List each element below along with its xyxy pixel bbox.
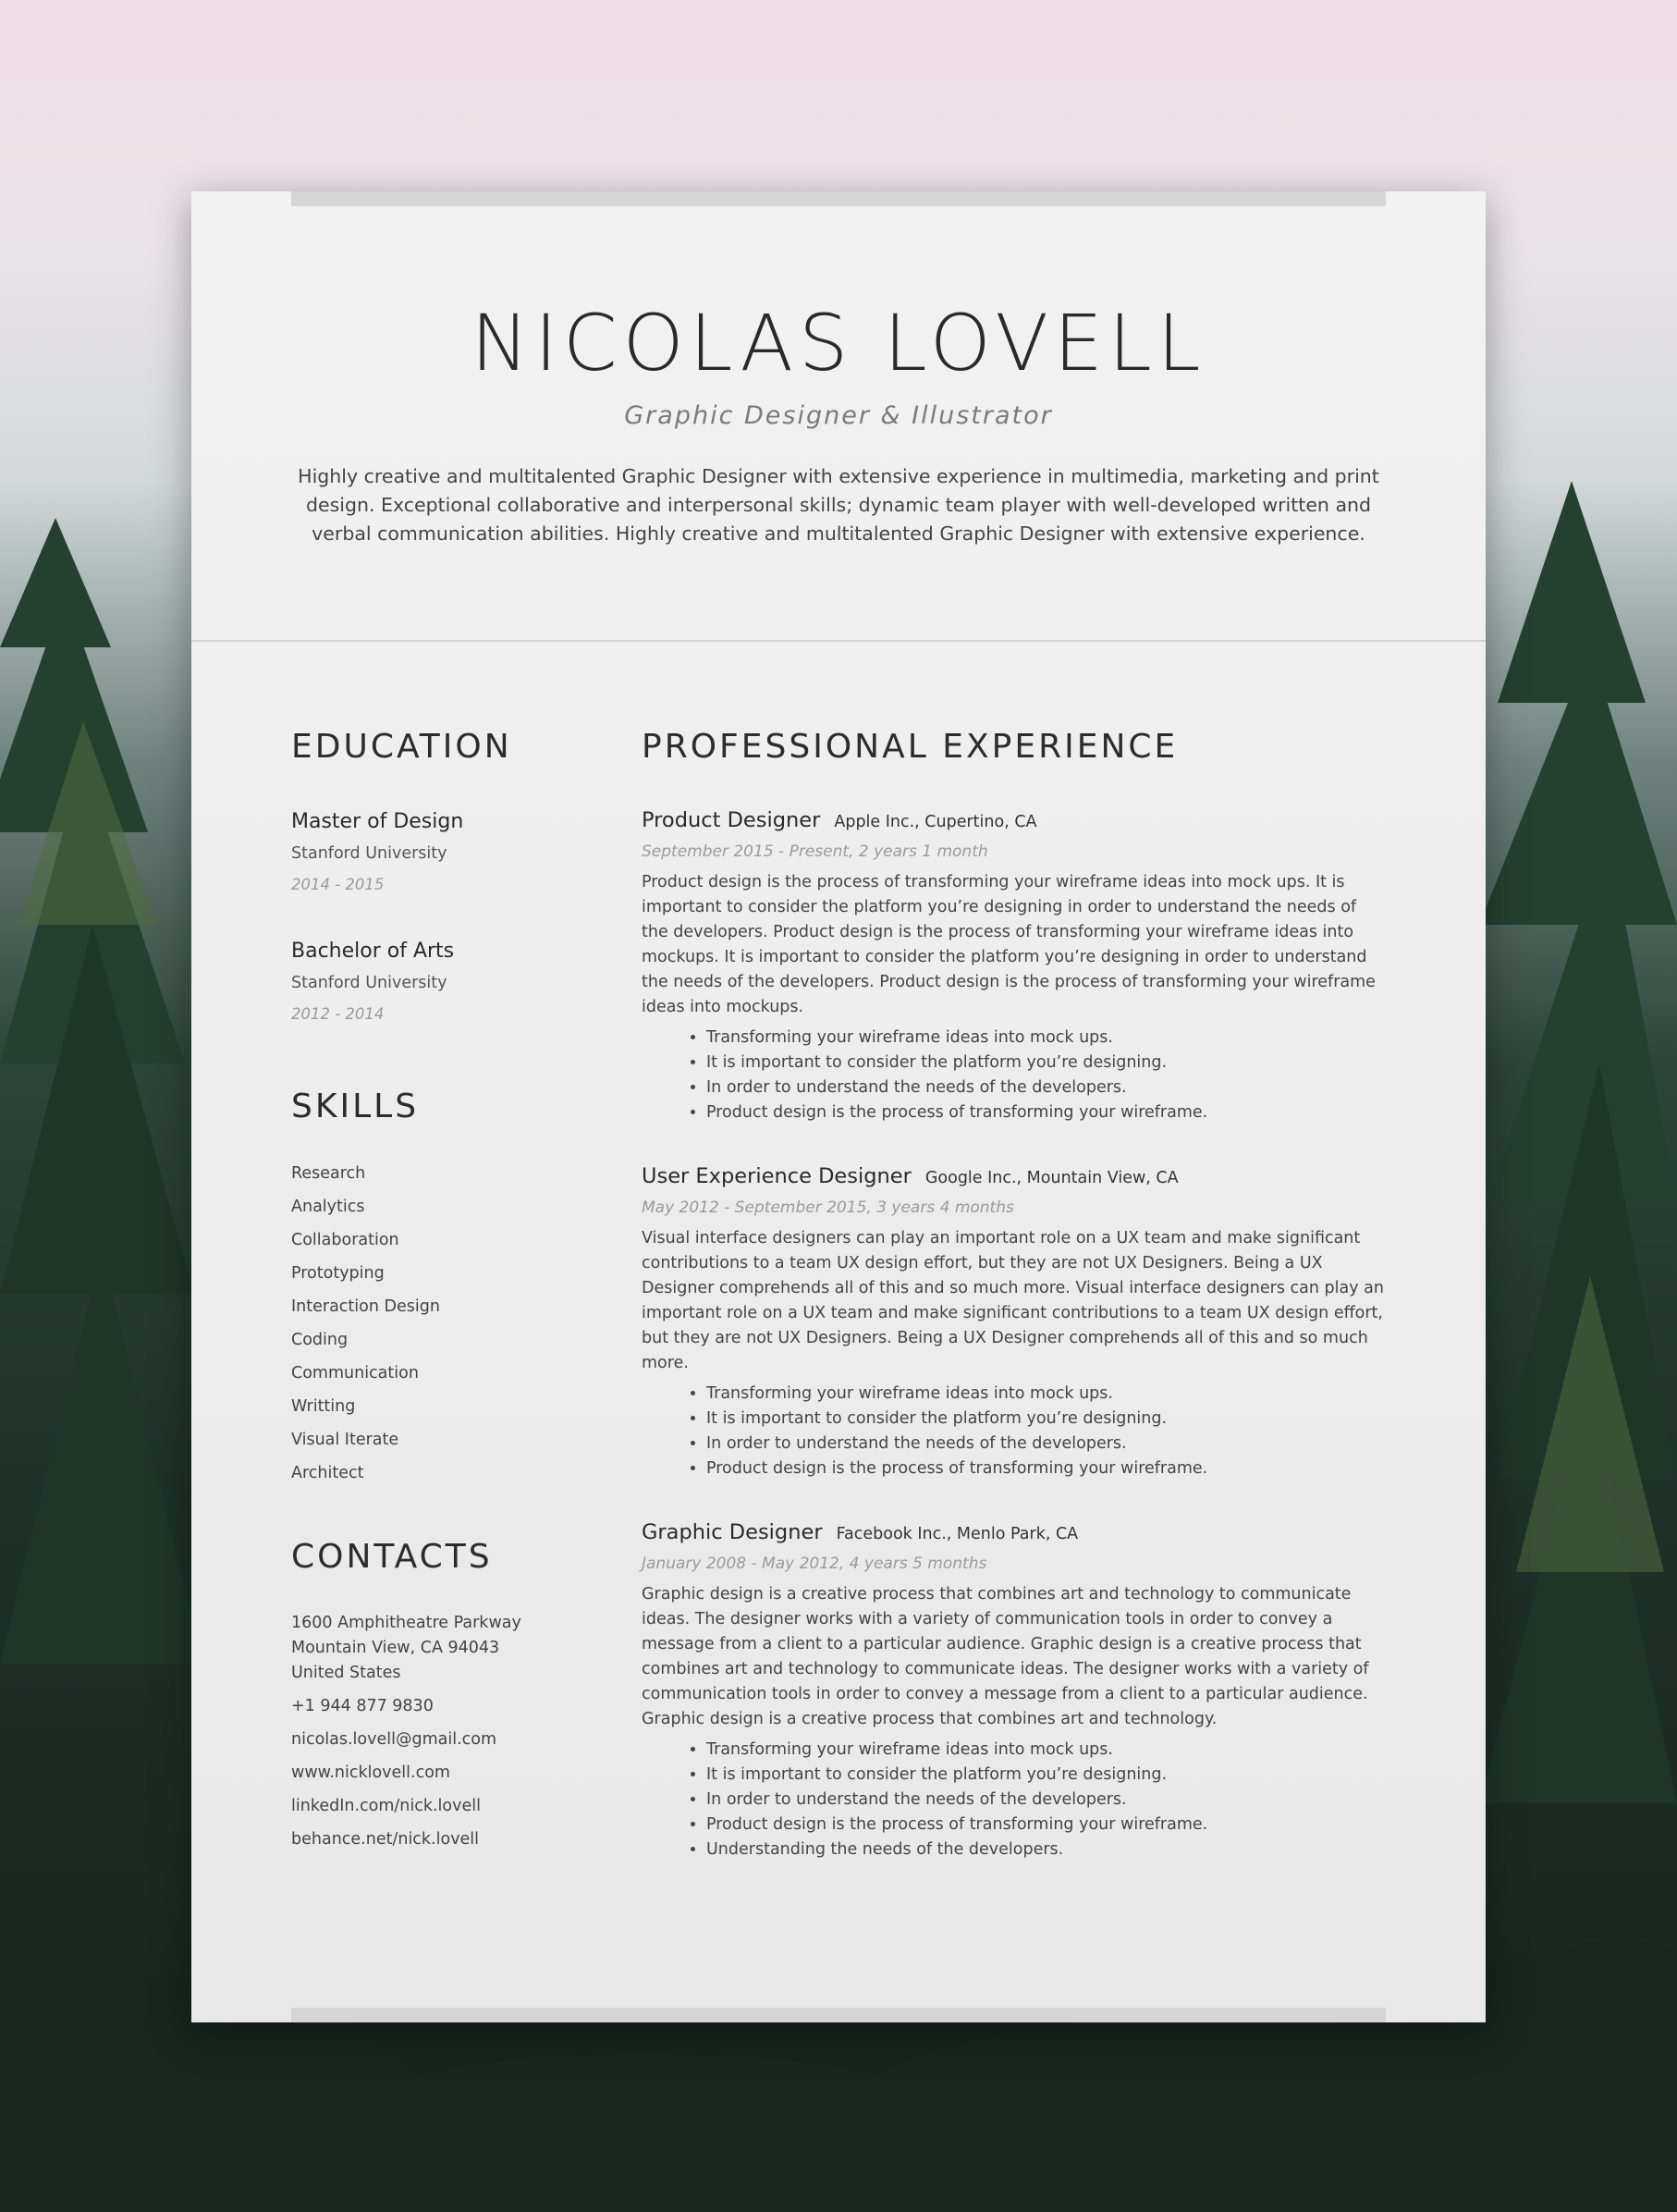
job-header [642,1520,1386,1544]
skill-item: Architect [291,1464,364,1482]
job-bullet: • Transforming your wireframe ideas into mock ups. [706,1382,1386,1407]
linkedin-link[interactable]: linkedIn.com/nick.lovell [291,1797,481,1815]
education-item [291,940,596,1023]
school-name: Stanford University [291,844,447,863]
job-bullet: • In order to understand the needs of the developers. [706,1788,1386,1813]
email-link[interactable]: nicolas.lovell@gmail.com [291,1730,497,1749]
degree-title: Master of Design [291,810,464,833]
job-company: Facebook Inc., Menlo Park, CA [836,1525,1079,1543]
job-description: Graphic design is a creative process that combines art and technology to communicate ideas. The designer works with a variety of communication tools in order to convey a message from a client to a particular audience. Graphic design is a creative process that combines art and technology to communicate ideas. The designer works with a variety of communication tools in order to convey a message from a client to a particular audience. Graphic design is a creative process that combines art and technology. [642,1585,1369,1728]
job-company: Apple Inc., Cupertino, CA [834,813,1037,831]
skills-heading: SKILLS [291,1088,420,1125]
job-entry [642,808,1386,1125]
phone-number: +1 944 877 9830 [291,1697,434,1715]
job-bullet: • In order to understand the needs of the developers. [706,1432,1386,1456]
job-dates: January 2008 - May 2012, 4 years 5 months [642,1555,987,1573]
job-bullet: • Product design is the process of transforming your wireframe. [706,1456,1386,1481]
education-years: 2014 - 2015 [291,876,385,893]
skill-item: Coding [291,1331,349,1349]
skill-item: Prototyping [291,1264,385,1283]
right-column [642,728,1386,1862]
skill-item: Collaboration [291,1231,399,1249]
job-bullet: • Transforming your wireframe ideas into mock ups. [706,1738,1386,1763]
job-role: User Experience Designer [642,1164,912,1188]
job-dates: May 2012 - September 2015, 3 years 4 months [642,1198,1014,1217]
job-bullet: • It is important to consider the platform you’re designing. [706,1407,1386,1432]
job-role: Graphic Designer [642,1520,823,1544]
address-line: 1600 Amphitheatre Parkway [291,1614,521,1632]
skill-item: Visual Iterate [291,1431,399,1449]
education-heading: EDUCATION [291,728,512,766]
school-name: Stanford University [291,974,447,992]
job-bullet: • In order to understand the needs of the developers. [706,1075,1386,1100]
job-bullet: • Transforming your wireframe ideas into mock ups. [706,1026,1386,1051]
skills-list [291,1157,596,1490]
job-bullet: • Product design is the process of transforming your wireframe. [706,1813,1386,1837]
job-bullet: • It is important to consider the platform you’re designing. [706,1051,1386,1075]
job-company: Google Inc., Mountain View, CA [924,1169,1179,1187]
job-header [642,808,1386,832]
skill-item: Interaction Design [291,1297,440,1316]
candidate-name: NICOLAS LOVELL [471,298,1206,388]
job-entry [642,1520,1386,1862]
bottom-accent-bar [291,2008,1386,2022]
resume-paper [191,191,1486,2022]
job-description: Visual interface designers can play an important role on a UX team and make significant contributions to a team UX design effort, but they are not UX Designers. Being a UX Designer comprehends all of this and so much more. Visual interface designers can play an important role on a UX team and make significant contributions to a team UX design effort, but they are not UX Designers. Being a UX Designer comprehends all of this and so much more. [642,1229,1384,1372]
experience-heading: PROFESSIONAL EXPERIENCE [642,728,1179,766]
behance-link[interactable]: behance.net/nick.lovell [291,1830,480,1849]
degree-title: Bachelor of Arts [291,940,455,963]
job-dates: September 2015 - Present, 2 years 1 month [642,842,988,861]
address-line: Mountain View, CA 94043 [291,1639,500,1657]
job-bullet: • Understanding the needs of the developers. [706,1837,1386,1862]
contacts-heading: CONTACTS [291,1538,493,1576]
top-accent-bar [291,191,1386,206]
header-divider [191,640,1486,642]
job-bullet-list [642,1738,1386,1862]
skill-item: Writting [291,1397,356,1416]
job-header [642,1164,1386,1188]
education-years: 2012 - 2014 [291,1005,385,1023]
contacts-block [291,1611,596,1852]
candidate-title: Graphic Designer & Illustrator [624,401,1053,430]
profile-summary: Highly creative and multitalented Graphic Designer with extensive experience in multimedia, marketing and print design. Exceptional collaborative and interpersonal skills; dynamic team player with well-developed written and verbal communication abilities. Highly creative and multitalented Graphic Designer with extensive experience. [298,465,1379,545]
left-column [291,728,596,1852]
education-item [291,810,596,893]
job-entry [642,1164,1386,1481]
job-bullet-list [642,1026,1386,1125]
website-link[interactable]: www.nicklovell.com [291,1763,450,1782]
skill-item: Communication [291,1364,419,1382]
skill-item: Research [291,1164,366,1183]
job-bullet: • It is important to consider the platform you’re designing. [706,1763,1386,1788]
job-bullet: • Product design is the process of transforming your wireframe. [706,1100,1386,1125]
job-role: Product Designer [642,808,821,832]
job-description: Product design is the process of transforming your wireframe ideas into mock ups. It is important to consider the platform you’re designing in order to understand the needs of the developers. Product design is the process of transforming your wireframe ideas into mockups. It is important to consider the platform you’re designing in order to understand the needs of the developers. Product design is the process of transforming your wireframe ideas into mockups. [642,873,1376,1016]
skill-item: Analytics [291,1198,365,1216]
job-bullet-list [642,1382,1386,1481]
address-line: United States [291,1664,401,1682]
